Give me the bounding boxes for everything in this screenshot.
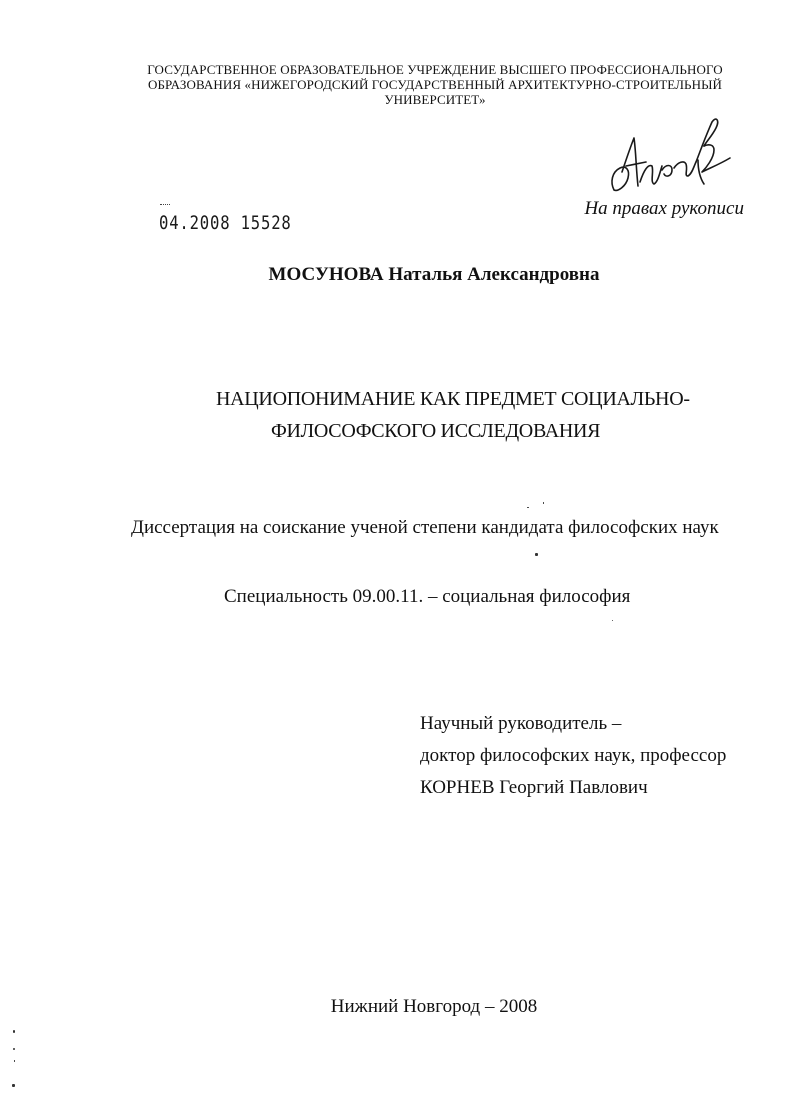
place-and-year: Нижний Новгород – 2008: [330, 996, 538, 1017]
institution-line-2: ОБРАЗОВАНИЯ «НИЖЕГОРОДСКИЙ ГОСУДАРСТВЕННЫЙ АРХИТЕКТУРНО-СТРОИТЕЛЬНЫЙ: [147, 77, 723, 92]
supervisor-block: [420, 708, 726, 804]
scan-speck: [12, 1084, 15, 1087]
scan-speck: [535, 553, 538, 556]
supervisor-name: КОРНЕВ Георгий Павлович: [420, 777, 648, 798]
scan-speck: [14, 1060, 15, 1062]
stamp-mark: [160, 204, 170, 207]
institution-line-1: ГОСУДАРСТВЕННОЕ ОБРАЗОВАТЕЛЬНОЕ УЧРЕЖДЕНИЕ ВЫСШЕГО ПРОФЕССИОНАЛЬНОГО: [147, 62, 723, 77]
scan-speck: [527, 507, 529, 508]
degree-statement: Диссертация на соискание ученой степени кандидата философских наук: [131, 517, 719, 538]
library-stamp-number: 04.2008 15528: [159, 212, 292, 234]
author-name: МОСУНОВА Наталья Александровна: [268, 264, 600, 285]
institution-header: [100, 62, 770, 107]
supervisor-role: Научный руководитель –: [420, 713, 622, 734]
dissertation-title-line-1: НАЦИОПОНИМАНИЕ КАК ПРЕДМЕТ СОЦИАЛЬНО-: [216, 388, 690, 410]
scan-speck: [13, 1030, 15, 1033]
manuscript-note: На правах рукописи: [584, 198, 744, 219]
handwritten-signature: [600, 112, 740, 208]
dissertation-title-line-2: ФИЛОСОФСКОГО ИССЛЕДОВАНИЯ: [271, 420, 601, 442]
supervisor-credentials: доктор философских наук, профессор: [420, 745, 727, 766]
scan-speck: [612, 620, 613, 621]
scan-speck: [543, 502, 544, 504]
institution-line-3: УНИВЕРСИТЕТ»: [384, 92, 486, 107]
scan-speck: [13, 1048, 15, 1050]
specialty-line: Специальность 09.00.11. – социальная философия: [224, 586, 631, 607]
